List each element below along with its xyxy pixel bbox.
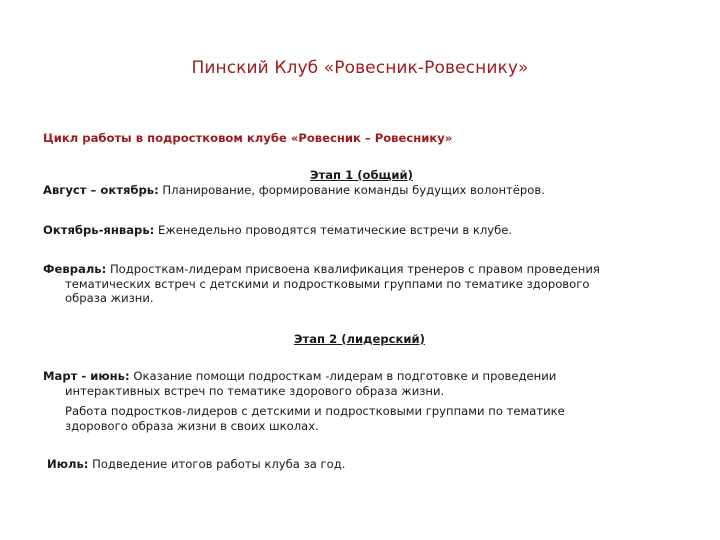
- slide-title: Пинский Клуб «Ровесник-Ровеснику»: [191, 58, 529, 78]
- entry-period: Март - июнь:: [43, 369, 130, 383]
- entry-oct-jan: [43, 223, 673, 238]
- entry-school-work: [65, 404, 665, 433]
- entry-july: [47, 457, 677, 472]
- entry-text: Подросткам-лидерам присвоена квалификация тренеров с правом проведения: [106, 262, 600, 276]
- entry-text: Оказание помощи подросткам -лидерам в подготовке и проведении: [129, 369, 557, 383]
- entry-period: Февраль:: [43, 262, 107, 276]
- entry-text: Еженедельно проводятся тематические встречи в клубе.: [154, 223, 513, 237]
- stage-2-heading: Этап 2 (лидерский): [294, 332, 425, 346]
- entry-text-continued: тематических встреч с детскими и подростковыми группами по тематике здорового: [65, 276, 590, 291]
- entry-mar-jun: [43, 369, 673, 398]
- entry-text: Работа подростков-лидеров с детскими и подростковыми группами по тематике: [65, 404, 565, 418]
- entry-aug-oct: [43, 183, 673, 198]
- entry-feb: [43, 262, 673, 306]
- entry-text-continued: интерактивных встреч по тематике здорового образа жизни.: [65, 383, 445, 398]
- entry-text: Подведение итогов работы клуба за год.: [88, 457, 346, 471]
- entry-period: Июль:: [47, 457, 89, 471]
- entry-period: Август – октябрь:: [43, 183, 159, 197]
- stage-1-heading: Этап 1 (общий): [310, 168, 413, 182]
- entry-text: Планирование, формирование команды будущих волонтёров.: [158, 183, 545, 197]
- entry-period: Октябрь-январь:: [43, 223, 155, 237]
- entry-text-continued: здорового образа жизни в своих школах.: [65, 418, 319, 433]
- slide-subtitle: Цикл работы в подростковом клубе «Ровесник – Ровеснику»: [43, 131, 453, 145]
- entry-text-continued: образа жизни.: [65, 291, 154, 305]
